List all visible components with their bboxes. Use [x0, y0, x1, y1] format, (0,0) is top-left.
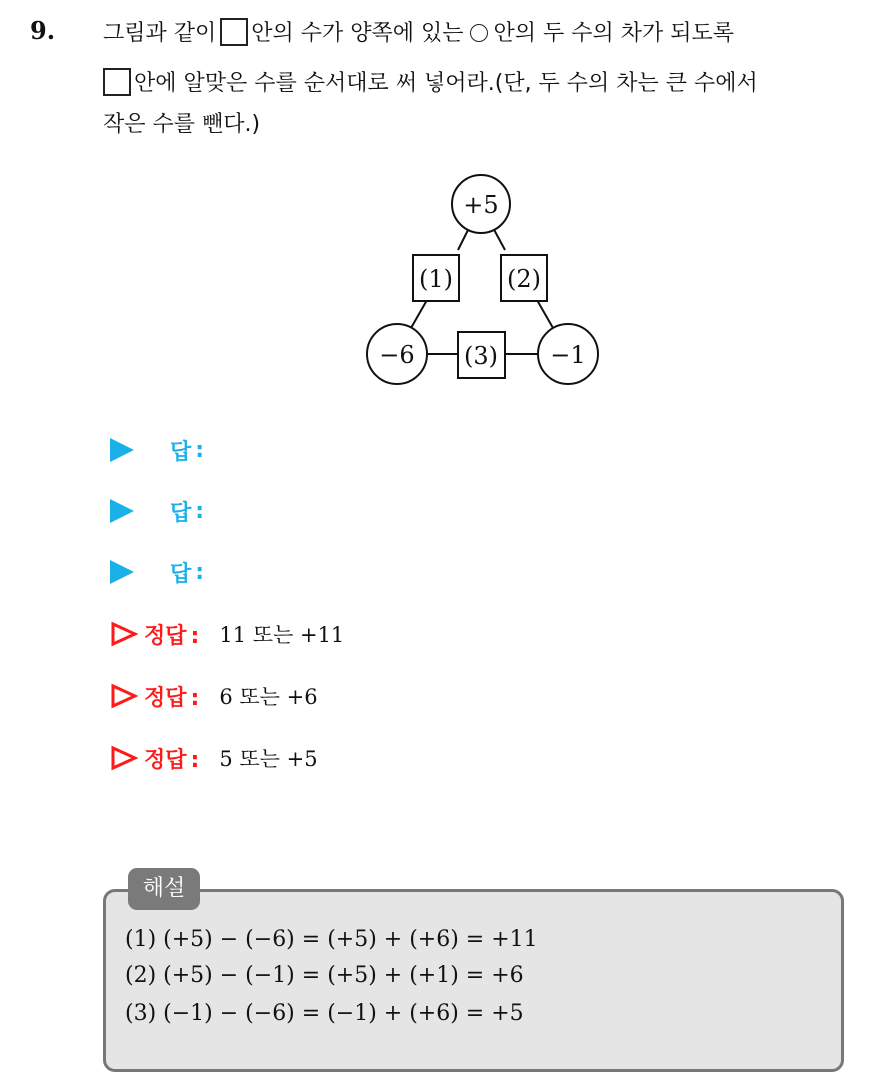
- question-text: 안에 알맞은 수를 순서대로 써 넣어라.(단, 두 수의 차는 큰 수에서: [134, 71, 758, 96]
- correct-answer-3: [110, 741, 318, 775]
- correct-label: 정답 :: [144, 685, 200, 711]
- answer-label: 답: [170, 439, 192, 465]
- correct-value: 5 또는 +5: [219, 747, 318, 771]
- explanation-line-2: (2) (+5) − (−1) = (+5) + (+1) = +6: [125, 963, 524, 988]
- circle-symbol: [470, 24, 488, 42]
- edge-left-top: [411, 300, 427, 328]
- question-text: 안의 수가 양쪽에 있는: [251, 21, 464, 46]
- play-triangle-icon: [110, 438, 134, 462]
- square-symbol: [220, 18, 248, 46]
- play-triangle-icon: [110, 499, 134, 523]
- box-1-label: (1): [419, 265, 453, 293]
- edge-right-top: [537, 300, 553, 328]
- outline-triangle-icon: [110, 683, 138, 709]
- answer-colon: :: [195, 559, 205, 585]
- right-circle-value: −1: [550, 341, 586, 369]
- outline-triangle-icon: [110, 621, 138, 647]
- outline-triangle-icon: [110, 745, 138, 771]
- answer-prompt-3: [110, 555, 204, 589]
- question-line-3: [103, 110, 260, 140]
- square-symbol: [103, 68, 131, 96]
- box-3-label: (3): [464, 342, 498, 370]
- correct-value: 11 또는 +11: [219, 623, 345, 647]
- question-line-2: [103, 68, 758, 99]
- answer-prompt-2: [110, 494, 204, 528]
- explanation-tab: 해설: [128, 868, 200, 910]
- question-text: 안의 두 수의 차가 되도록: [493, 21, 735, 46]
- answer-colon: :: [195, 498, 205, 524]
- answer-label: 답: [170, 500, 192, 526]
- question-text: 그림과 같이: [103, 21, 217, 46]
- question-line-1: [103, 18, 734, 49]
- correct-label: 정답 :: [144, 747, 200, 773]
- question-number: 9.: [30, 16, 56, 45]
- correct-label: 정답 :: [144, 623, 200, 649]
- triangle-diagram: [355, 170, 605, 388]
- correct-value: 6 또는 +6: [219, 685, 318, 709]
- answer-label: 답: [170, 561, 192, 587]
- explanation-line-3: (3) (−1) − (−6) = (−1) + (+6) = +5: [125, 1001, 524, 1026]
- explanation-line-1: (1) (+5) − (−6) = (+5) + (+6) = +11: [125, 927, 538, 952]
- answer-colon: :: [195, 437, 205, 463]
- correct-answer-2: [110, 679, 318, 713]
- top-circle-value: +5: [463, 191, 499, 219]
- answer-prompt-1: [110, 433, 204, 467]
- left-circle-value: −6: [379, 341, 415, 369]
- question-text: 작은 수를 뺀다.): [103, 112, 261, 137]
- play-triangle-icon: [110, 560, 134, 584]
- box-2-label: (2): [507, 265, 541, 293]
- correct-answer-1: [110, 617, 344, 651]
